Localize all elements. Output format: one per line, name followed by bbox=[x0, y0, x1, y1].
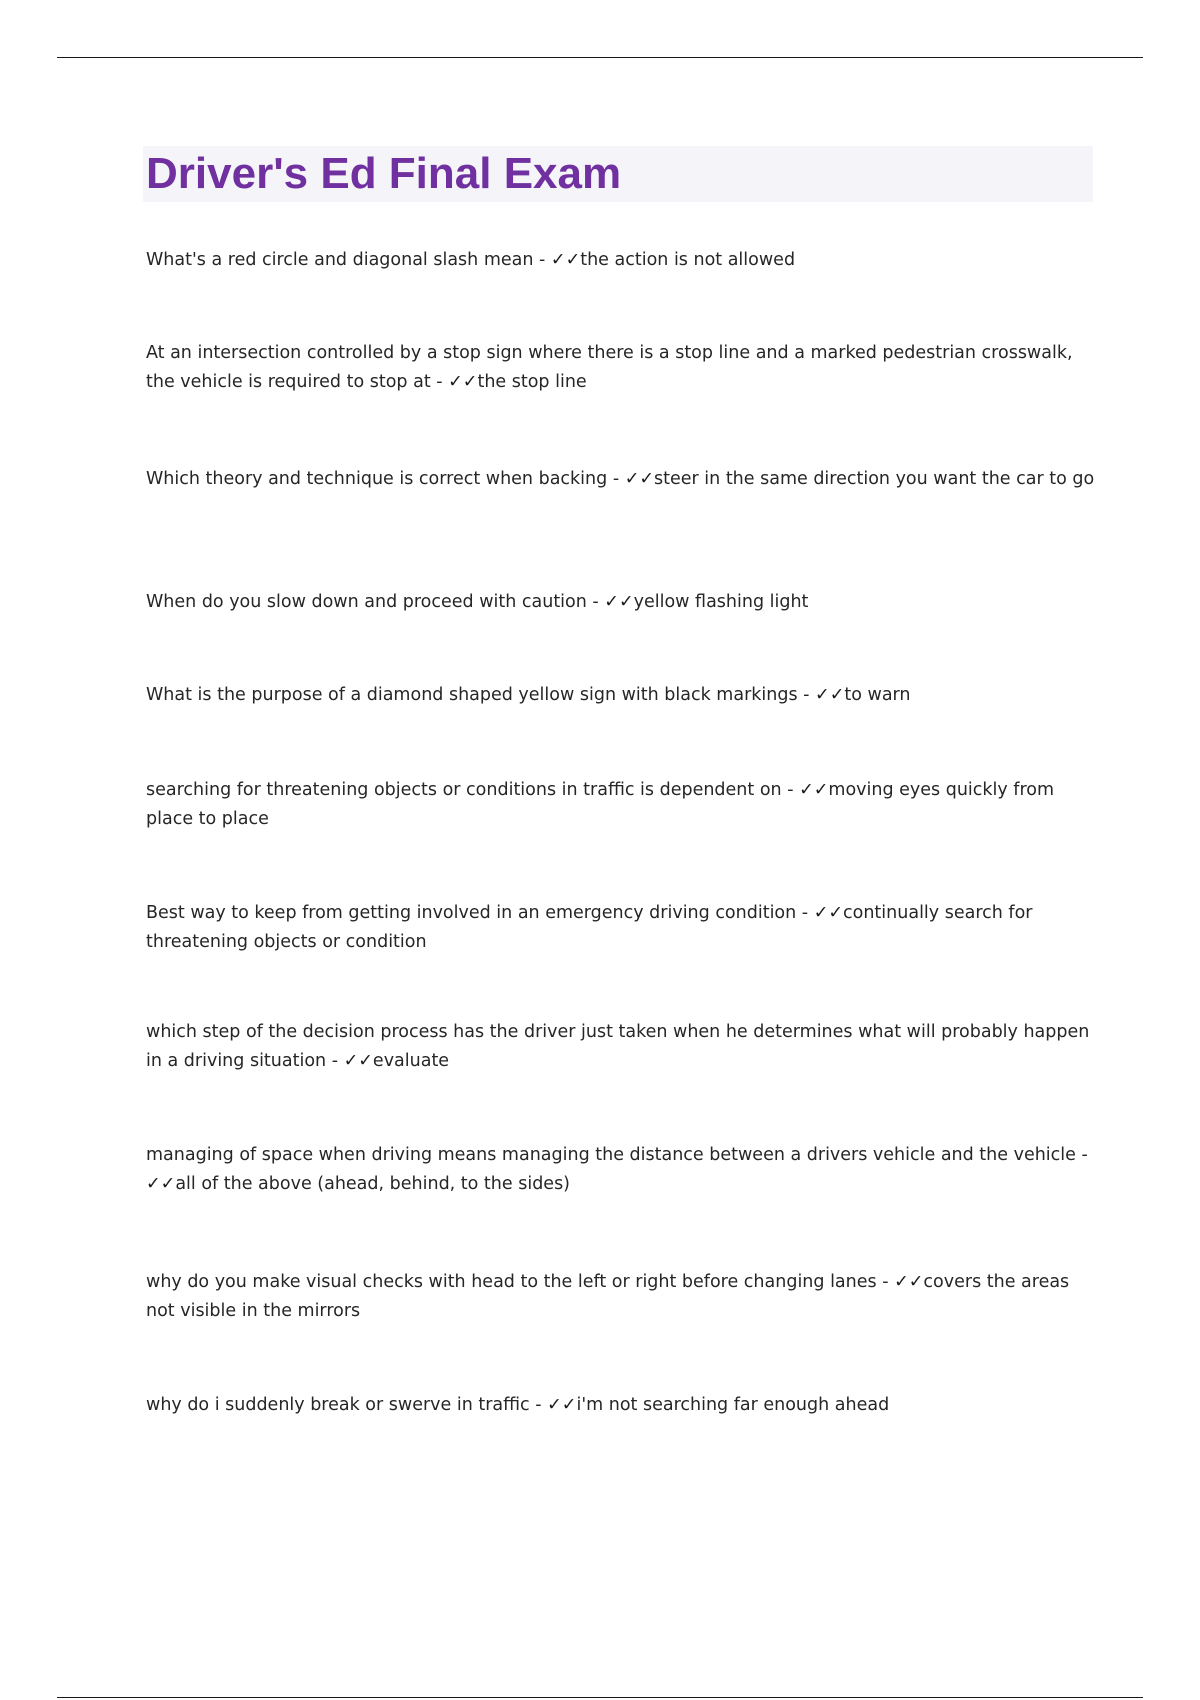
separator: - bbox=[796, 903, 814, 923]
double-check-icon: ✓✓ bbox=[815, 685, 845, 705]
question-text: managing of space when driving means managing the distance between a drivers vehicle and the vehicle bbox=[146, 1145, 1076, 1165]
qa-item bbox=[146, 588, 1096, 617]
double-check-icon: ✓✓ bbox=[894, 1272, 924, 1292]
qa-item bbox=[146, 1391, 1096, 1420]
separator: - bbox=[797, 685, 816, 705]
question-text: Best way to keep from getting involved in an emergency driving condition bbox=[146, 903, 797, 923]
answer-text: evaluate bbox=[372, 1051, 450, 1071]
separator: - bbox=[876, 1272, 895, 1292]
qa-item bbox=[146, 339, 1096, 397]
question-text: which step of the decision process has the driver just taken when he determines what will probably happen in a driving situation bbox=[146, 1022, 1090, 1071]
question-text: When do you slow down and proceed with caution bbox=[146, 592, 587, 612]
separator: - bbox=[529, 1395, 548, 1415]
question-text: why do you make visual checks with head to the left or right before changing lanes bbox=[146, 1272, 877, 1292]
qa-item bbox=[146, 776, 1096, 834]
separator: - bbox=[586, 592, 605, 612]
answer-text: yellow flashing light bbox=[633, 592, 809, 612]
question-text: Which theory and technique is correct when backing bbox=[146, 469, 608, 489]
qa-item bbox=[146, 1268, 1096, 1326]
double-check-icon: ✓✓ bbox=[799, 780, 829, 800]
top-rule bbox=[57, 57, 1143, 58]
double-check-icon: ✓✓ bbox=[550, 250, 581, 270]
question-text: searching for threatening objects or conditions in traffic is dependent on bbox=[146, 780, 782, 800]
qa-item bbox=[146, 246, 1096, 275]
answer-text: all of the above (ahead, behind, to the sides) bbox=[175, 1174, 571, 1194]
double-check-icon: ✓✓ bbox=[624, 469, 655, 489]
double-check-icon: ✓✓ bbox=[604, 592, 634, 612]
question-text: What's a red circle and diagonal slash mean bbox=[146, 250, 534, 270]
separator: - bbox=[533, 250, 551, 270]
separator: - bbox=[607, 469, 625, 489]
question-text: What is the purpose of a diamond shaped yellow sign with black markings bbox=[146, 685, 798, 705]
qa-item bbox=[146, 1141, 1096, 1199]
qa-item bbox=[146, 899, 1096, 957]
qa-item bbox=[146, 465, 1096, 494]
answer-text: the stop line bbox=[477, 372, 587, 392]
answer-text: the action is not allowed bbox=[580, 250, 796, 270]
answer-text: covers the areas not visible in the mirrors bbox=[146, 1272, 1070, 1321]
separator: - bbox=[326, 1051, 344, 1071]
answer-text: to warn bbox=[844, 685, 911, 705]
bottom-rule bbox=[57, 1697, 1143, 1698]
question-text: why do i suddenly break or swerve in traffic bbox=[146, 1395, 530, 1415]
separator: - bbox=[781, 780, 800, 800]
double-check-icon: ✓✓ bbox=[448, 372, 478, 392]
answer-text: moving eyes quickly from place to place bbox=[146, 780, 1055, 829]
answer-text: steer in the same direction you want the car to go bbox=[654, 469, 1095, 489]
double-check-icon: ✓✓ bbox=[146, 1174, 176, 1194]
separator: - bbox=[1075, 1145, 1088, 1165]
answer-text: continually search for threatening objects or condition bbox=[146, 903, 1033, 952]
double-check-icon: ✓✓ bbox=[813, 903, 844, 923]
qa-item bbox=[146, 681, 1096, 710]
answer-text: i'm not searching far enough ahead bbox=[576, 1395, 890, 1415]
page-title: Driver's Ed Final Exam bbox=[146, 149, 622, 198]
separator: - bbox=[430, 372, 449, 392]
double-check-icon: ✓✓ bbox=[343, 1051, 373, 1071]
double-check-icon: ✓✓ bbox=[547, 1395, 577, 1415]
question-text: At an intersection controlled by a stop sign where there is a stop line and a marked pedestrian crosswalk, the vehicle is required to stop at bbox=[146, 343, 1073, 392]
qa-item bbox=[146, 1018, 1096, 1076]
